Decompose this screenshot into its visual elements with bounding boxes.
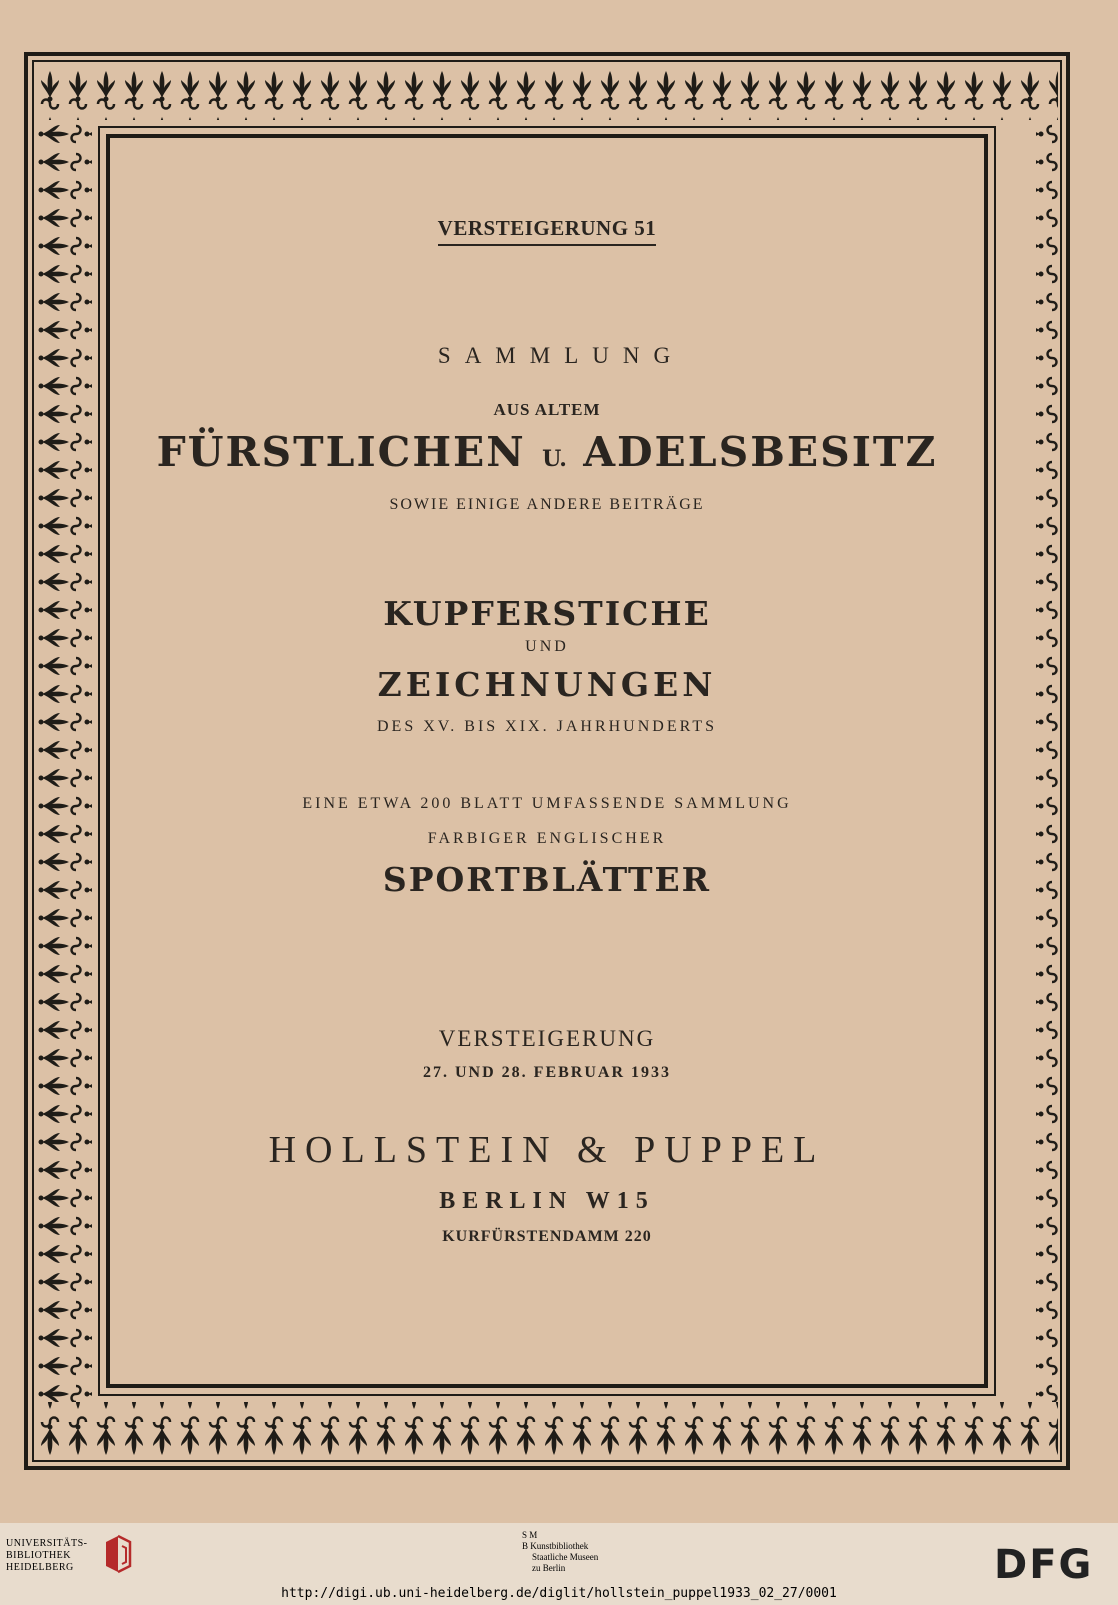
fuerstlichen-text: FÜRSTLICHEN [156,428,526,476]
zeichnungen-heading: ZEICHNUNGEN [377,665,717,704]
source-url[interactable]: http://digi.ub.uni-heidelberg.de/diglit/hollstein_puppel1933_02_27/0001 [281,1586,837,1601]
auction-date: 27. UND 28. FEBRUAR 1933 [423,1064,671,1081]
sport-collection-text: EINE ETWA 200 BLATT UMFASSENDE SAMMLUNG [302,795,792,812]
ub-line-2: BIBLIOTHEK [6,1550,71,1561]
smb-kunstbibliothek-label [522,1530,598,1574]
smb-line-2: B Kunstbibliothek [522,1541,589,1551]
ub-line-3: HEIDELBERG [6,1562,74,1573]
farbiger-text: FARBIGER ENGLISCHER [427,830,667,847]
sportblaetter-heading: SPORTBLÄTTER [382,860,712,899]
auction-house-name: HOLLSTEIN & PUPPEL [268,1129,826,1171]
und-text: UND [525,638,569,655]
adelsbesitz-text: ADELSBESITZ [583,428,938,476]
smb-line-4: zu Berlin [532,1563,566,1573]
address-text: KURFÜRSTENDAMM 220 [442,1228,652,1245]
aus-altem-text: AUS ALTEM [493,400,601,419]
century-range-text: DES XV. BIS XIX. JAHRHUNDERTS [377,718,717,735]
collection-title [110,428,984,476]
kupferstiche-heading: KUPFERSTICHE [383,594,711,633]
ub-heidelberg-label [6,1538,88,1574]
sowie-text: SOWIE EINIGE ANDERE BEITRÄGE [389,496,705,513]
city-text: BERLIN W15 [439,1188,655,1214]
auction-number: VERSTEIGERUNG 51 [110,216,984,241]
sammlung-heading: SAMMLUNG [437,343,685,368]
versteigerung-label: VERSTEIGERUNG [438,1026,656,1051]
smb-line-1: S M [522,1530,538,1540]
smb-line-3: Staatliche Museen [532,1552,599,1562]
ub-line-1: UNIVERSITÄTS- [6,1538,88,1549]
cover-text-block [110,138,984,1384]
u-text: U. [542,446,567,472]
ub-heidelberg-logo-icon [104,1534,132,1574]
dfg-logo: DFG [994,1542,1094,1588]
